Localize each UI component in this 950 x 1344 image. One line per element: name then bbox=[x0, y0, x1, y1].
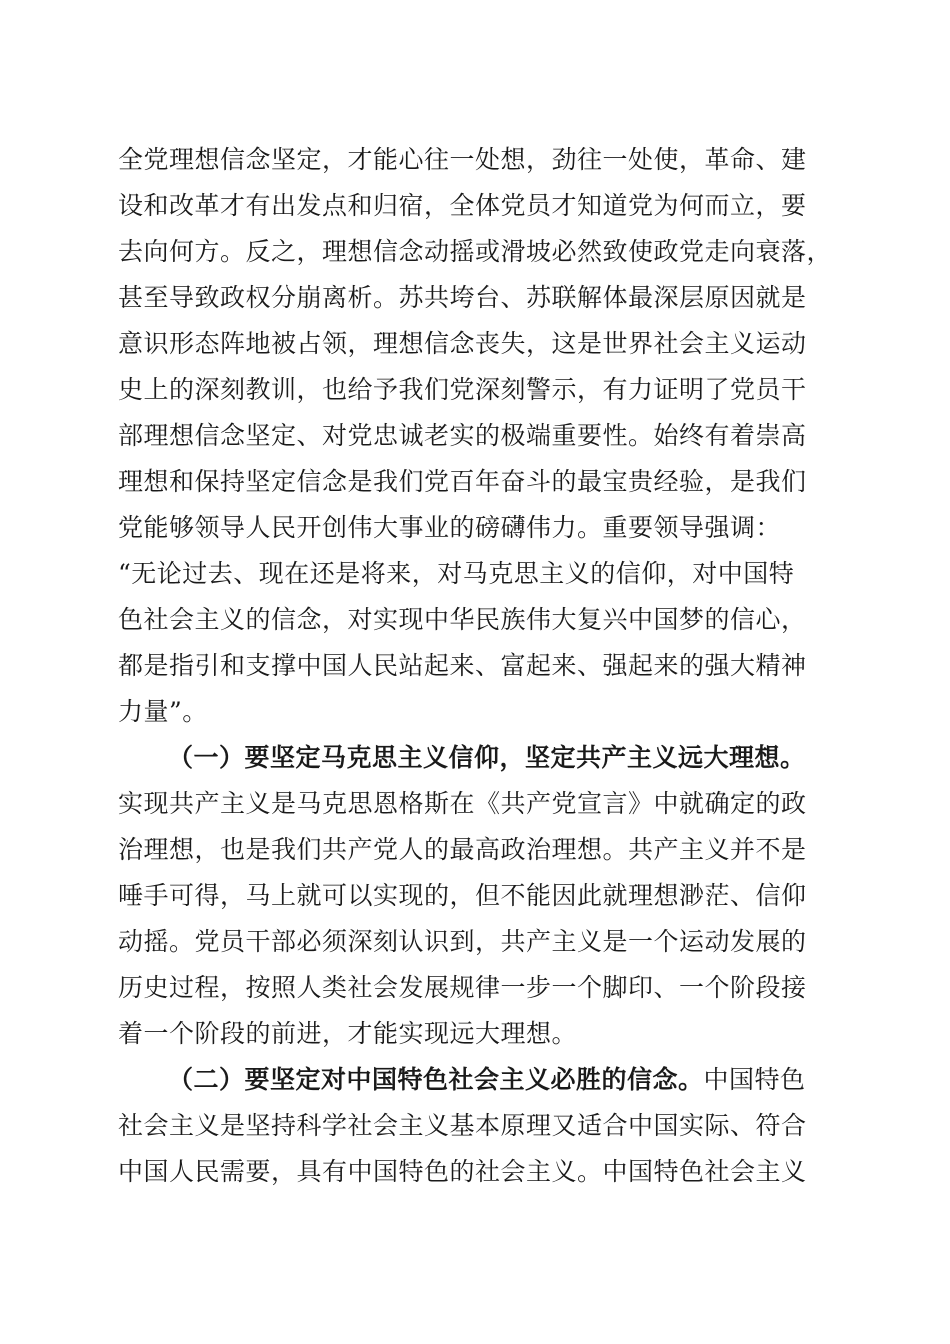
text-line: 动摇。党员干部必须深刻认识到，共产主义是一个运动发展的 bbox=[118, 927, 807, 956]
section-heading-2-tail: 中国特色 bbox=[703, 1065, 806, 1094]
text-line: 着一个阶段的前进，才能实现远大理想。 bbox=[118, 1019, 578, 1048]
section-heading-2: （二）要坚定对中国特色社会主义必胜的信念。 bbox=[168, 1065, 704, 1094]
text-line: 力量”。 bbox=[118, 697, 208, 726]
text-line: 去向何方。反之，理想信念动摇或滑坡必然致使政党走向衰落， bbox=[118, 237, 833, 266]
text-line: 全党理想信念坚定，才能心往一处想，劲往一处使，革命、建 bbox=[118, 145, 807, 174]
text-line: 意识形态阵地被占领，理想信念丧失，这是世界社会主义运动 bbox=[118, 329, 807, 358]
text-line: 唾手可得，马上就可以实现的，但不能因此就理想渺茫、信仰 bbox=[118, 881, 807, 910]
text-line: 色社会主义的信念，对实现中华民族伟大复兴中国梦的信心， bbox=[118, 605, 807, 634]
text-line: 部理想信念坚定、对党忠诚老实的极端重要性。始终有着崇高 bbox=[118, 421, 807, 450]
text-line: 理想和保持坚定信念是我们党百年奋斗的最宝贵经验，是我们 bbox=[118, 467, 807, 496]
text-line: 治理想，也是我们共产党人的最高政治理想。共产主义并不是 bbox=[118, 835, 807, 864]
text-line: 设和改革才有出发点和归宿，全体党员才知道党为何而立，要 bbox=[118, 191, 807, 220]
text-line: “无论过去、现在还是将来，对马克思主义的信仰，对中国特 bbox=[118, 559, 795, 588]
text-line: 史上的深刻教训，也给予我们党深刻警示，有力证明了党员干 bbox=[118, 375, 807, 404]
text-line: 实现共产主义是马克思恩格斯在《共产党宣言》中就确定的政 bbox=[118, 789, 807, 818]
text-line: 甚至导致政权分崩离析。苏共垮台、苏联解体最深层原因就是 bbox=[118, 283, 807, 312]
text-line: 社会主义是坚持科学社会主义基本原理又适合中国实际、符合 bbox=[118, 1111, 807, 1140]
text-line: 历史过程，按照人类社会发展规律一步一个脚印、一个阶段接 bbox=[118, 973, 807, 1002]
text-line: 都是指引和支撑中国人民站起来、富起来、强起来的强大精神 bbox=[118, 651, 807, 680]
section-heading-2-line bbox=[168, 1057, 806, 1103]
text-line: 中国人民需要，具有中国特色的社会主义。中国特色社会主义 bbox=[118, 1157, 807, 1186]
section-heading-1: （一）要坚定马克思主义信仰，坚定共产主义远大理想。 bbox=[168, 743, 806, 772]
text-line: 党能够领导人民开创伟大事业的磅礴伟力。重要领导强调： bbox=[118, 513, 782, 542]
